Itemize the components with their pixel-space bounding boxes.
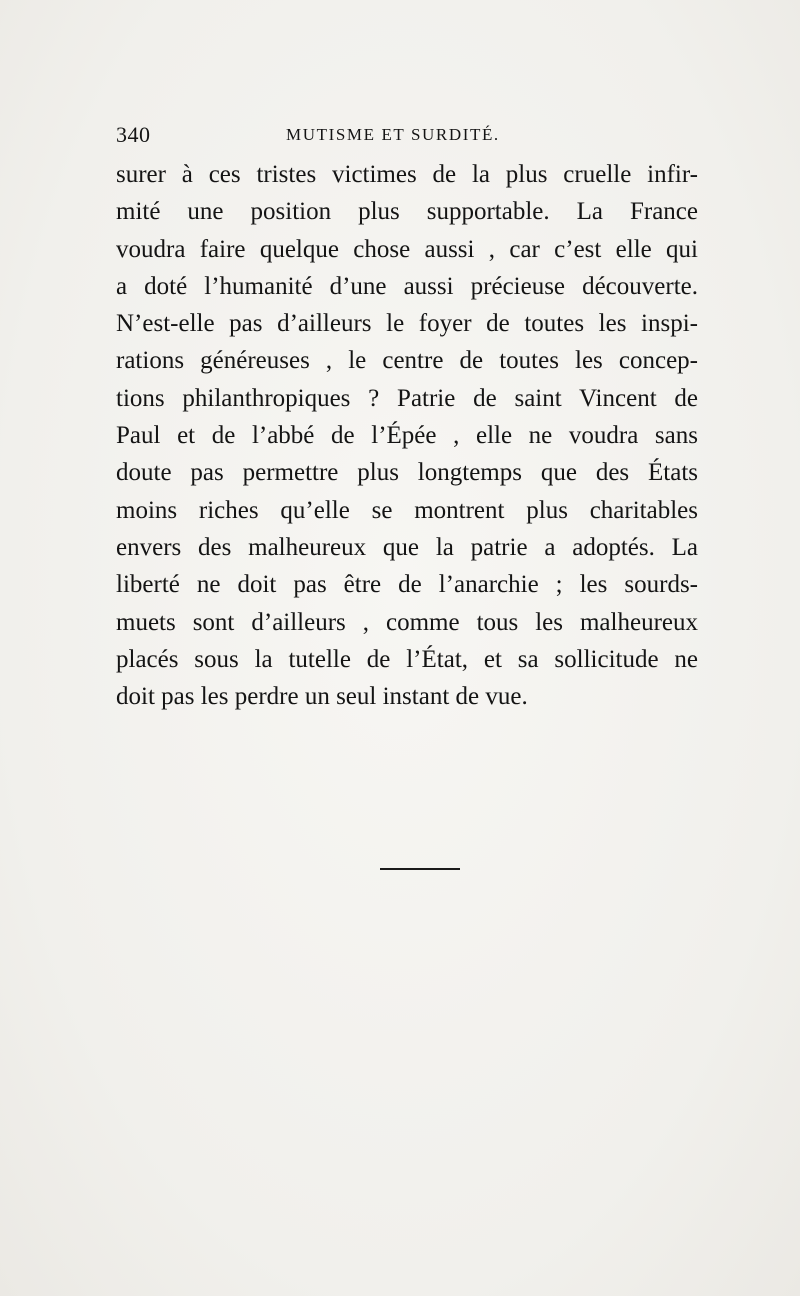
text-line: N’est-elle pas d’ailleurs le foyer de toutes les inspi- [116,310,698,338]
text-line: moins riches qu’elle se montrent plus charitables [116,496,698,524]
text-line: voudra faire quelque chose aussi , car c’est elle qui [116,235,698,263]
text-line: surer à ces tristes victimes de la plus cruelle infir- [116,161,698,188]
text-line: tions philanthropiques ? Patrie de saint Vincent de [116,384,698,412]
text-line: mité une position plus supportable. La France [116,198,698,226]
body-paragraph [116,156,698,715]
page-header [116,122,696,152]
running-title: MUTISME ET SURDITÉ. [286,125,500,144]
text-line: envers des malheureux que la patrie a adoptés. La [116,533,698,561]
text-line: Paul et de l’abbé de l’Épée , elle ne voudra sans [116,422,698,450]
text-line: liberté ne doit pas être de l’anarchie ; les sourds- [116,571,698,599]
section-divider-rule [380,868,460,870]
text-line: a doté l’humanité d’une aussi précieuse découverte. [116,272,698,300]
text-line: rations généreuses , le centre de toutes les concep- [116,347,698,375]
text-line: placés sous la tutelle de l’État, et sa sollicitude ne [116,645,698,673]
text-line: muets sont d’ailleurs , comme tous les malheureux [116,608,698,636]
text-line: doute pas permettre plus longtemps que des États [116,459,698,487]
text-line-last: doit pas les perdre un seul instant de vue. [116,683,528,711]
page-number: 340 [116,122,151,147]
